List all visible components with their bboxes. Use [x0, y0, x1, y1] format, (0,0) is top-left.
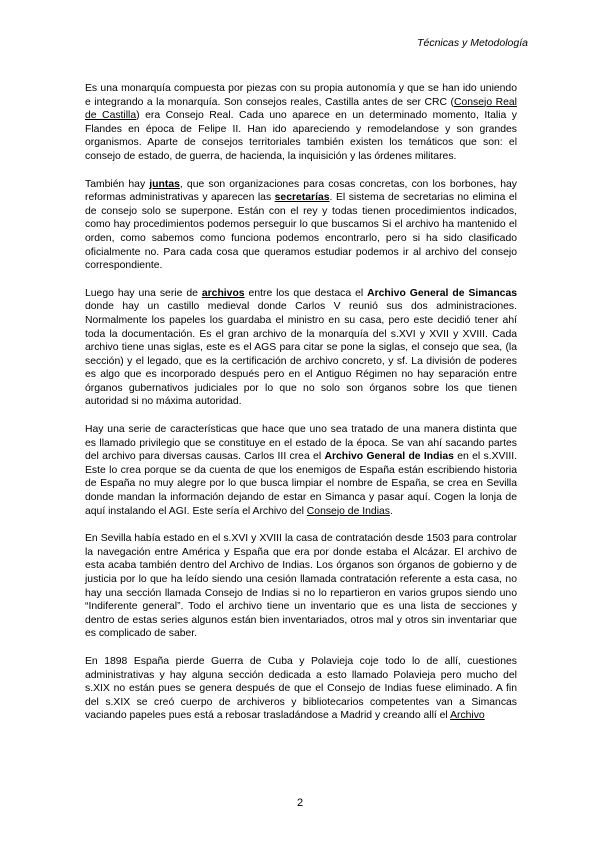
term-archivo-simancas: Archivo General de Simancas — [367, 287, 518, 299]
text-run: donde hay un castillo medieval donde Carlos V reunió sus dos administraciones. Normalmente los papeles los guardaba el ministro en su casa, pero este decidió tener ahí toda la documentación. Es el gran archivo de la monarquía del s.XVI y XVII y XVIII. Cada archivo tiene unas siglas, este es el AGS para citar se pone la siglas, el consejo que sea, (la sección) y el legado, que es la certificación de archivo concreto, y sf. La división de poderes es algo que es incorporado después pero en el Antiguo Régimen no hay separación entre órganos gubernativos judiciales por lo que no solo son órganos sobre los que tienen autoridad si no máxima autoridad. — [85, 301, 517, 408]
text-run: También hay — [85, 178, 150, 190]
text-run: Es una monarquía compuesta por piezas con su propia autonomía y que se han ido uniendo e integrando a la monarquía. Son consejos reales, Castilla antes de ser CRC ( — [85, 83, 517, 108]
text-run: entre los que destaca el — [244, 287, 368, 299]
running-header: Técnicas y Metodología — [417, 37, 528, 49]
term-secretarias: secretarías — [274, 192, 330, 204]
paragraph — [85, 178, 517, 273]
text-run: Luego hay una serie de — [85, 287, 202, 299]
text-run: Hay una serie de características que hace que uno sea tratado de una manera distinta que es llamado privilegio que se constituye en el estado de la época. Se van ahí sacando partes del archivo para diversas causas. Carlos III crea el — [85, 424, 517, 463]
document-body — [85, 82, 517, 737]
text-run: . — [389, 505, 393, 517]
page-number: 2 — [296, 797, 304, 809]
paragraph — [85, 532, 517, 641]
term-archivo-indias: Archivo General de Indias — [324, 451, 454, 463]
underlined-term-consejo-indias: Consejo de Indias — [306, 505, 390, 517]
underlined-term-consejo-real: Consejo Real de Castilla — [85, 96, 517, 122]
term-archivos: archivos — [201, 287, 245, 299]
text-run: . El sistema de secretarias no elimina el de consejo solo se superpone. Están con el rey y todas tienen procedimientos indicados, como hay procedimientos podemos perseguir lo que buscamos Si el archivo ha mantenido el orden, como sabemos como funciona podemos encontrarlo, pero si ha sido clasificado oficialmente no. Para cada cosa que queramos estudiar podemos ir al archivo del consejo correspondiente. — [85, 192, 517, 272]
text-run: ) era Consejo Real. Cada uno aparece en un determinado momento, Italia y Flandes en época de Felipe II. Han ido apareciendo y remodelandose y son grandes organismos. Aparte de consejos territoriales también existen los temáticos que son: el consejo de estado, de guerra, de hacienda, la inquisición y las órdenes militares. — [85, 110, 518, 162]
term-juntas: juntas — [149, 178, 180, 190]
text-run: En Sevilla había estado en el s.XVI y XVIII la casa de contratación desde 1503 para controlar la navegación entre América y España que era por donde estaba el Alcázar. El archivo de esta acaba también dentro del Archivo de Indias. Los órganos son órganos de gobierno y de justicia por lo que ha leído siendo una cesión llamada contratación referente a esta casa, no hay una sección llamada Consejo de Indias si no lo repartieron en varios grupos siendo uno “Indiferente general”. Todo el archivo tiene un inventario que es una lista de secciones y dentro de estas series algunos están bien inventariados, otros mal y otros sin inventariar que es complicado de saber. — [85, 533, 517, 640]
text-run: en el s.XVIII. Este lo crea porque se da cuenta de que los enemigos de España están escribiendo historia de España no muy alegre por lo que busca limpiar el nombre de España, se crea en Sevilla donde mandan la información dejando de estar en Simanca y pasar aquí. Cogen la lonja de aquí instalando el AGI. Este sería el Archivo del — [85, 451, 517, 517]
paragraph — [85, 423, 517, 518]
text-run: , que son organizaciones para cosas concretas, con los borbones, hay reformas administrativas y aparecen las — [85, 178, 517, 204]
paragraph — [85, 82, 517, 164]
paragraph — [85, 287, 517, 409]
text-run: En 1898 España pierde Guerra de Cuba y Polavieja coje todo lo de allí, cuestiones administrativas y hay alguna sección dedicada a esto llamado Polavieja pero mucho del s.XIX no están pues se genera después de que el Consejo de Indias fuese eliminado. A fin del s.XIX se creó cuerpo de archiveros y bibliotecarios competentes van a Simancas vaciando papeles pues está a rebosar trasladándose a Madrid y creando allí el — [85, 655, 517, 722]
underlined-term-archivo: Archivo — [450, 710, 485, 722]
paragraph — [85, 655, 517, 723]
